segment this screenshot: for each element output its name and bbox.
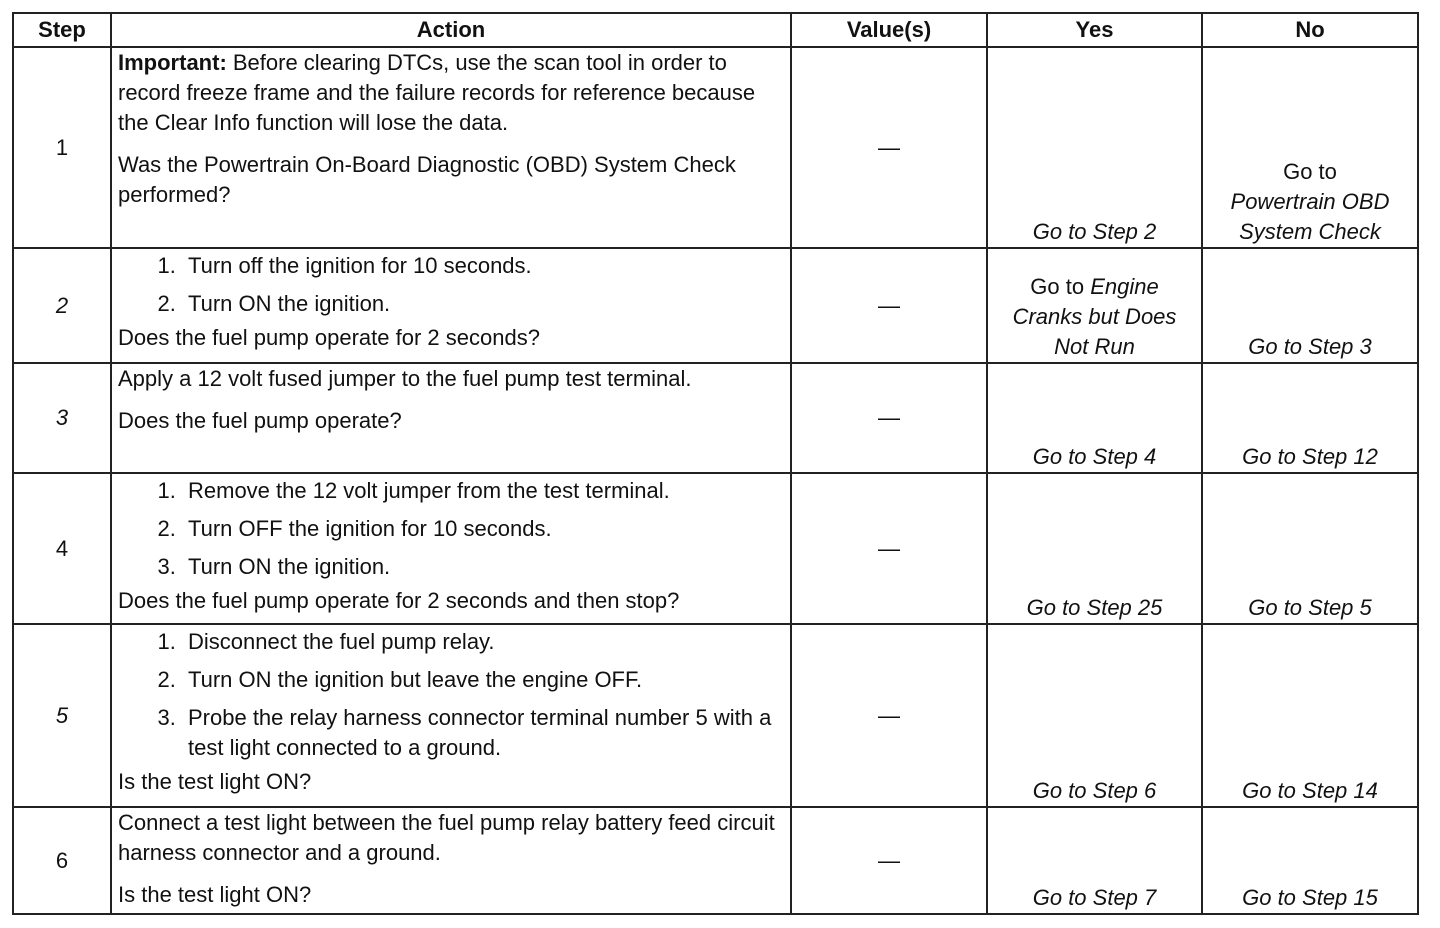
action-cell	[111, 47, 791, 248]
action-cell	[111, 473, 791, 624]
yes-prefix: Go to	[1030, 274, 1085, 299]
yes-cell	[987, 248, 1202, 363]
action-question: Does the fuel pump operate?	[118, 408, 402, 433]
value-cell: —	[791, 47, 987, 248]
step-number: 4	[13, 473, 111, 624]
table-row	[13, 248, 1418, 363]
important-note	[118, 48, 784, 138]
header-yes: Yes	[987, 13, 1202, 47]
action-cell	[111, 363, 791, 473]
action-step-item: 2. Turn ON the ignition.	[182, 289, 784, 319]
header-no: No	[1202, 13, 1418, 47]
table-row	[13, 47, 1418, 248]
table-row	[13, 473, 1418, 624]
action-text: Connect a test light between the fuel pump relay battery feed circuit harness connector and a ground.	[118, 810, 775, 865]
yes-link[interactable]: Go to Step 4	[1032, 444, 1157, 469]
action-step-item: 1. Remove the 12 volt jumper from the test terminal.	[182, 476, 784, 506]
yes-cell	[987, 807, 1202, 914]
table-row	[13, 363, 1418, 473]
action-question: Is the test light ON?	[118, 882, 312, 907]
yes-link[interactable]: Go to Step 6	[1032, 778, 1157, 803]
action-steps	[118, 627, 784, 763]
yes-link[interactable]: Engine Cranks but Does Not Run	[1012, 274, 1177, 359]
no-cell	[1202, 473, 1418, 624]
step-number: 2	[13, 248, 111, 363]
action-step-item: 3. Probe the relay harness connector terminal number 5 with a test light connected to a ground.	[182, 703, 784, 763]
yes-link[interactable]: Go to Step 2	[1032, 219, 1157, 244]
no-link[interactable]: Go to Step 3	[1248, 334, 1372, 359]
header-action: Action	[111, 13, 791, 47]
step-number: 1	[13, 47, 111, 248]
no-cell	[1202, 47, 1418, 248]
header-values: Value(s)	[791, 13, 987, 47]
yes-link[interactable]: Go to Step 7	[1032, 885, 1157, 910]
header-row	[13, 13, 1418, 47]
step-number: 6	[13, 807, 111, 914]
value-cell: —	[791, 473, 987, 624]
no-cell	[1202, 624, 1418, 807]
table-row	[13, 624, 1418, 807]
step-number: 5	[13, 624, 111, 807]
no-cell	[1202, 807, 1418, 914]
action-question: Was the Powertrain On-Board Diagnostic (OBD) System Check performed?	[118, 152, 736, 207]
no-link[interactable]: Go to Step 15	[1242, 885, 1378, 910]
action-step-item: 1. Turn off the ignition for 10 seconds.	[182, 251, 784, 281]
action-cell	[111, 807, 791, 914]
yes-cell	[987, 624, 1202, 807]
yes-link[interactable]: Go to Step 25	[1026, 595, 1163, 620]
header-step: Step	[13, 13, 111, 47]
no-link[interactable]: Powertrain OBD System Check	[1230, 189, 1390, 244]
action-steps	[118, 476, 784, 582]
action-question: Does the fuel pump operate for 2 seconds and then stop?	[118, 588, 680, 613]
value-cell: —	[791, 248, 987, 363]
action-step-item: 2. Turn ON the ignition but leave the engine OFF.	[182, 665, 784, 695]
action-step-item: 2. Turn OFF the ignition for 10 seconds.	[182, 514, 784, 544]
yes-cell	[987, 363, 1202, 473]
diagnostic-table	[12, 12, 1419, 915]
action-steps	[118, 251, 784, 319]
no-link[interactable]: Go to Step 12	[1242, 444, 1378, 469]
action-step-item: 3. Turn ON the ignition.	[182, 552, 784, 582]
action-cell	[111, 624, 791, 807]
value-cell: —	[791, 624, 987, 807]
important-text: Before clearing DTCs, use the scan tool in order to record freeze frame and the failure records for reference because the Clear Info function will lose the data.	[118, 50, 756, 135]
action-question: Is the test light ON?	[118, 769, 312, 794]
action-text: Apply a 12 volt fused jumper to the fuel pump test terminal.	[118, 366, 692, 391]
no-prefix: Go to	[1283, 159, 1337, 184]
no-cell	[1202, 363, 1418, 473]
value-cell: —	[791, 363, 987, 473]
no-link[interactable]: Go to Step 14	[1242, 778, 1378, 803]
action-question: Does the fuel pump operate for 2 seconds?	[118, 325, 540, 350]
yes-cell	[987, 473, 1202, 624]
step-number: 3	[13, 363, 111, 473]
action-step-item: 1. Disconnect the fuel pump relay.	[182, 627, 784, 657]
no-cell	[1202, 248, 1418, 363]
yes-cell	[987, 47, 1202, 248]
value-cell: —	[791, 807, 987, 914]
important-label: Important:	[118, 50, 227, 75]
no-link[interactable]: Go to Step 5	[1248, 595, 1372, 620]
table-row	[13, 807, 1418, 914]
action-cell	[111, 248, 791, 363]
